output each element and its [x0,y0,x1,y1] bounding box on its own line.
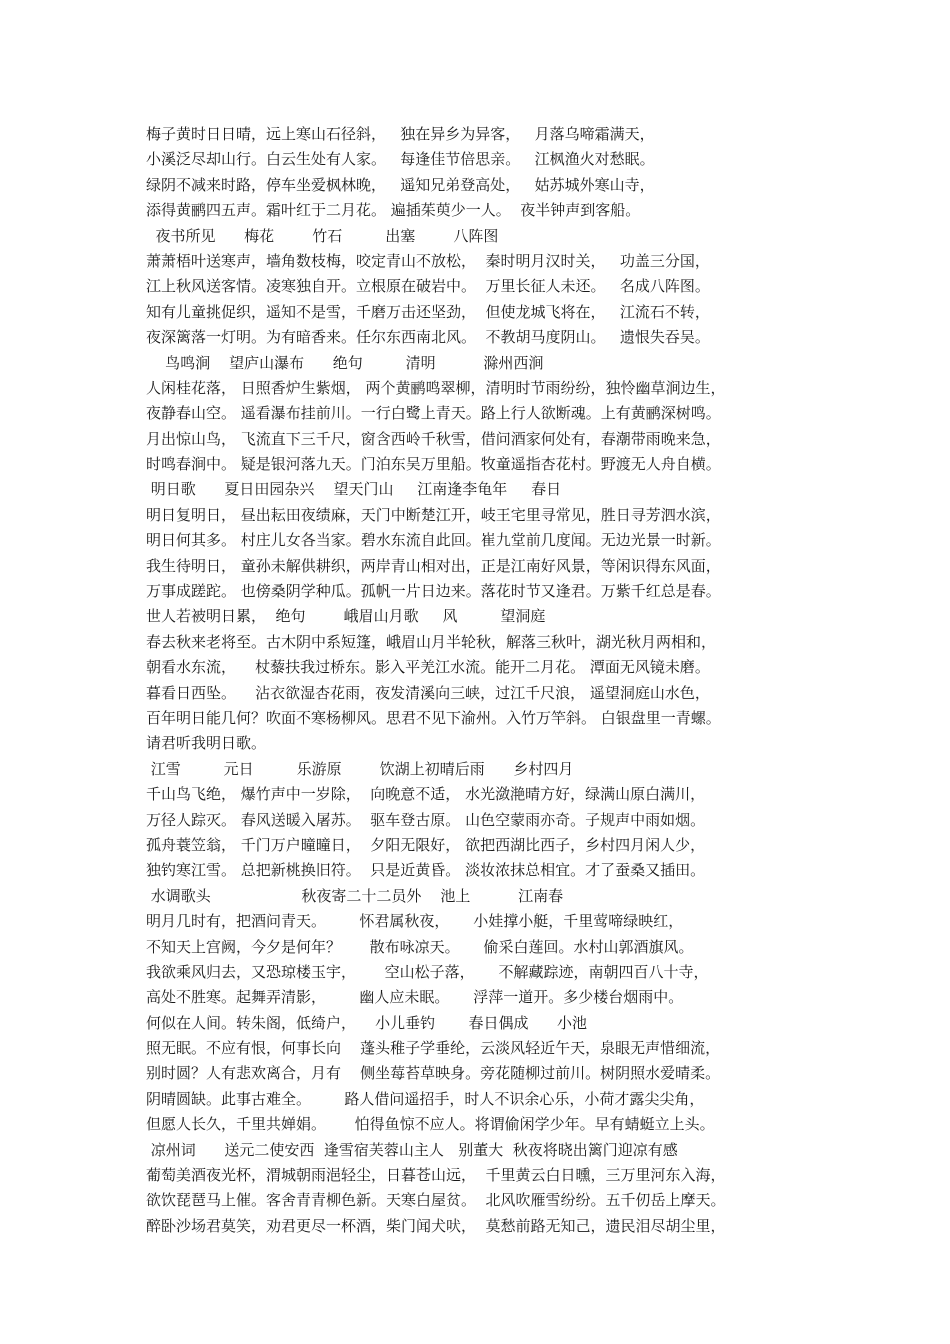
text-line: 我生待明日， 童孙未解供耕织，两岸青山相对出，正是江南好风景，等闲识得东风面， [146,556,721,575]
text-line: 阴晴圆缺。此事古难全。 路人借问遥招手，时人不识余心乐，小荷才露尖尖角， [146,1089,705,1108]
text-line: 明月几时有，把酒问青天。 怀君属秋夜， 小娃撑小艇，千里莺啼绿映红， [146,912,684,931]
text-line: 照无眠。不应有恨，何事长向 蓬头稚子学垂纶，云淡风轻近午天，泉眼无声惜细流， [146,1039,721,1058]
text-line: 千山鸟飞绝， 爆竹声中一岁除， 向晚意不适， 水光潋滟晴方好，绿满山原白满川， [146,785,706,804]
text-line: 明日复明日， 昼出耘田夜绩麻，天门中断楚江开，岐王宅里寻常见，胜日寻芳泗水滨， [146,505,721,524]
text-line: 百年明日能几何？吹面不寒杨柳风。思君不见下渝州。入竹万竿斜。 白银盘里一青螺。 [146,708,721,727]
text-line: 小溪泛尽却山行。白云生处有人家。 每逢佳节倍思亲。 江枫渔火对愁眠。 [146,150,655,169]
text-line: 梅子黄时日日晴，远上寒山石径斜， 独在异乡为异客， 月落乌啼霜满天， [146,125,655,143]
poem-text-block [146,122,946,1239]
title-line: 明日歌 夏日田园杂兴 望天门山 江南逢李龟年 春日 [146,480,562,499]
text-line: 人闲桂花落， 日照香炉生紫烟， 两个黄鹂鸣翠柳，清明时节雨纷纷，独怜幽草涧边生， [146,378,726,397]
text-line: 明日何其多。 村庄儿女各当家。碧水东流自此回。崔九堂前几度闻。无边光景一时新。 [146,531,721,550]
text-line: 孤舟蓑笠翁， 千门万户曈曈日， 夕阳无限好， 欲把西湖比西子，乡村四月闲人少， [146,835,706,854]
text-line: 欲饮琵琶马上催。客舍青青柳色新。天寒白屋贫。 北风吹雁雪纷纷。五千仞岳上摩天。 [146,1191,726,1210]
text-line: 醉卧沙场君莫笑，劝君更尽一杯酒，柴门闻犬吠， 莫愁前路无知己，遗民泪尽胡尘里， [146,1216,726,1235]
text-line: 不知天上宫阙，今夕是何年？ 散布咏凉天。 偷采白莲回。水村山郭酒旗风。 [146,937,694,956]
title-line: 夜书所见 梅花 竹石 出塞 八阵图 [146,226,499,245]
text-line: 绿阴不减来时路，停车坐爱枫林晚， 遥知兄弟登高处， 姑苏城外寒山寺， [146,175,655,194]
text-line: 知有儿童挑促织，遥知不是雪，千磨万击还坚劲， 但使龙城飞将在， 江流石不转， [146,302,710,321]
title-line: 凉州词 送元二使安西 逢雪宿芙蓉山主人 别董大 秋夜将晓出篱门迎凉有感 [146,1140,678,1159]
text-line: 万事成蹉跎。 也傍桑阴学种瓜。孤帆一片日边来。落花时节又逢君。万紫千红总是春。 [146,582,721,601]
text-line: 萧萧梧叶送寒声，墙角数枝梅，咬定青山不放松， 秦时明月汉时关， 功盖三分国， [146,251,710,270]
title-line: 鸟鸣涧 望庐山瀑布 绝句 清明 滁州西涧 [146,353,544,372]
text-line: 月出惊山鸟， 飞流直下三千尺，窗含西岭千秋雪，借问酒家何处有，春潮带雨晚来急， [146,429,721,448]
text-line: 时鸣春涧中。 疑是银河落九天。门泊东吴万里船。牧童遥指杏花村。野渡无人舟自横。 [146,455,721,474]
title-line: 水调歌头 秋夜寄二十二员外 池上 江南春 [146,886,564,905]
text-line: 但愿人长久，千里共婵娟。 怕得鱼惊不应人。将谓偷闲学少年。早有蜻蜓立上头。 [146,1115,715,1134]
text-line: 请君听我明日歌。 [146,734,267,753]
text-line: 朝看水东流， 杖藜扶我过桥东。影入平羌江水流。能开二月花。 潭面无风镜未磨。 [146,658,710,677]
text-line: 春去秋来老将至。古木阴中系短篷，峨眉山月半轮秋，解落三秋叶，湖光秋月两相和， [146,632,717,651]
title-line: 何似在人间。转朱阁，低绮户， 小儿垂钓 春日偶成 小池 [146,1013,588,1032]
text-line: 夜静春山空。 遥看瀑布挂前川。一行白鹭上青天。路上行人欲断魂。上有黄鹂深树鸣。 [146,404,721,423]
text-line: 添得黄鹂四五声。霜叶红于二月花。 遍插茱萸少一人。 夜半钟声到客船。 [146,201,641,220]
text-line: 夜深篱落一灯明。为有暗香来。任尔东西南北风。 不教胡马度阴山。 遗恨失吞吴。 [146,328,710,347]
text-line: 高处不胜寒。起舞弄清影， 幽人应未眠。 浮萍一道开。多少楼台烟雨中。 [146,988,684,1007]
title-line: 江雪 元日 乐游原 饮湖上初晴后雨 乡村四月 [146,759,574,778]
text-line: 独钓寒江雪。 总把新桃换旧符。 只是近黄昏。 淡妆浓抹总相宜。才了蚕桑又插田。 [146,861,706,880]
text-line: 江上秋风送客情。凌寒独自开。立根原在破岩中。 万里长征人未还。 名成八阵图。 [146,277,710,296]
text-line: 我欲乘风归去，又恐琼楼玉宇， 空山松子落， 不解藏踪迹，南朝四百八十寺， [146,962,709,981]
text-line: 万径人踪灭。 春风送暖入屠苏。 驱车登古原。 山色空蒙雨亦奇。子规声中雨如烟。 [146,810,706,829]
title-line: 世人若被明日累， 绝句 峨眉山月歌 风 望洞庭 [146,607,546,626]
text-line: 别时圆？人有悲欢离合，月有 侧坐莓苔草映身。旁花随柳过前川。树阴照水爱晴柔。 [146,1064,721,1083]
text-line: 暮看日西坠。 沾衣欲湿杏花雨，夜发清溪向三峡，过江千尺浪， 遥望洞庭山水色， [146,683,710,702]
text-line: 葡萄美酒夜光杯，渭城朝雨浥轻尘，日暮苍山远， 千里黄云白日曛，三万里河东入海， [146,1166,726,1185]
